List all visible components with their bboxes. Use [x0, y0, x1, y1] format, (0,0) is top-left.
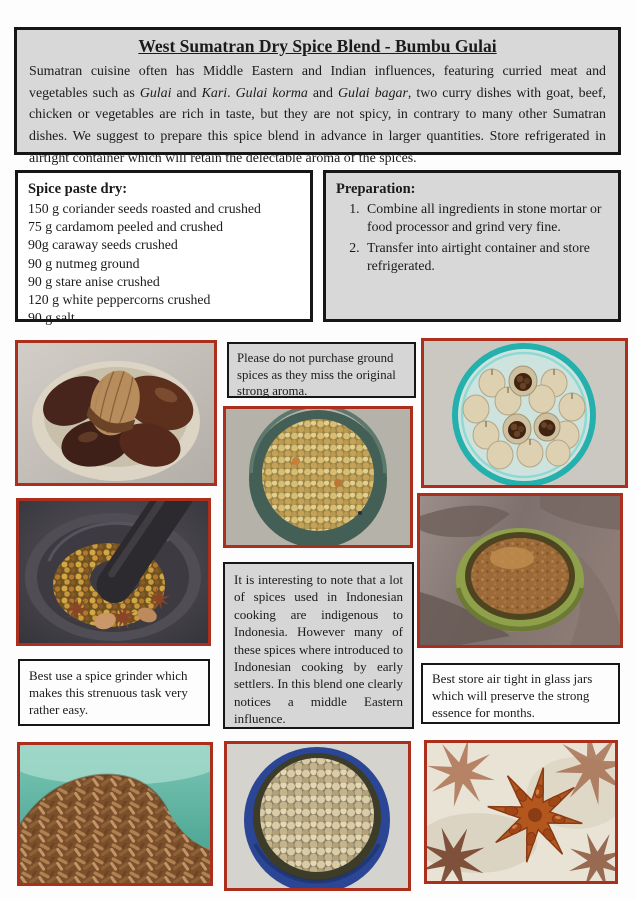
- note-grinder-text: Best use a spice grinder which makes this strenuous task very rather easy.: [29, 668, 188, 717]
- page-title: West Sumatran Dry Spice Blend - Bumbu Gulai: [138, 36, 497, 56]
- preparation-step: 2. Transfer into airtight container and store refrigerated.: [363, 239, 608, 275]
- ingredient-item: 150 g coriander seeds roasted and crushed: [28, 201, 261, 216]
- note-storage: [421, 663, 620, 724]
- cardamom-illustration: [424, 341, 625, 485]
- photo-white-peppercorns: [224, 741, 411, 891]
- photo-ground-spice: [417, 493, 623, 648]
- preparation-steps: [336, 200, 608, 275]
- intro-italic-gulai-korma: Gulai korma: [235, 85, 308, 101]
- intro-text: Sumatran cuisine often has Middle Eastern and Indian influences, featuring curried meat and vegetables such as: [29, 64, 606, 101]
- photo-coriander-seeds: [223, 406, 413, 548]
- intro-text: and: [171, 85, 202, 101]
- title-box: [14, 27, 621, 166]
- intro-text: .: [227, 85, 236, 101]
- ingredient-item: 90 g salt: [28, 310, 75, 326]
- intro-text: and: [307, 85, 338, 101]
- ingredient-item: 120 g white peppercorns crushed: [28, 292, 211, 308]
- note-history: [223, 562, 414, 729]
- preparation-step: 1. Combine all ingredients in stone mortar or food processor and grind very fine.: [363, 200, 608, 236]
- caraway-illustration: [20, 745, 210, 883]
- note-history-text: It is interesting to note that a lot of spices used in Indonesian cooking are indigenous to Indonesia. However many of these spices where introduced to Indonesian cooking by early settlers. In this blend one clearly notices a middle Eastern influence.: [234, 572, 403, 727]
- intro-italic-gulai-bagar: Gulai bagar: [338, 85, 408, 101]
- ingredient-item: 90g caraway seeds crushed: [28, 237, 178, 253]
- ingredients-box: [15, 170, 313, 326]
- photo-white-cardamom: [421, 338, 628, 488]
- photo-nutmeg-in-bowl: [15, 340, 217, 486]
- mortar-illustration: [19, 501, 208, 643]
- ingredients-list: [28, 200, 300, 327]
- peppercorns-illustration: [227, 744, 408, 888]
- preparation-box: [323, 170, 621, 322]
- intro-italic-gulai: Gulai: [139, 85, 172, 101]
- photo-star-anise: [424, 740, 618, 884]
- coriander-illustration: [226, 409, 410, 545]
- ingredient-item: 90 g stare anise crushed: [28, 273, 160, 289]
- ground-spice-illustration: [420, 496, 620, 645]
- intro-text: , two curry dishes with goat, beef, chicken or vegetables are rich in taste, but they are not spicy, in contrary to many other Sumatran dishes. We suggest to prepare this spice blend in advance in larger quantities. Store refrigerated in airtight container which will retain the delectable aroma of the spices.: [29, 85, 606, 166]
- note-ground-spices-text: Please do not purchase ground spices as they miss the original strong aroma.: [237, 351, 396, 399]
- photo-caraway-seeds: [17, 742, 213, 886]
- star-anise-illustration: [427, 743, 615, 881]
- intro-italic-kari: Kari: [201, 85, 228, 101]
- preparation-heading: Preparation:: [336, 181, 416, 197]
- ingredient-item: 90 g nutmeg ground: [28, 255, 140, 271]
- ingredients-heading: Spice paste dry:: [28, 181, 128, 197]
- photo-mortar-pestle: [16, 498, 211, 646]
- note-storage-text: Best store air tight in glass jars which will preserve the strong essence for months.: [432, 671, 593, 720]
- ingredient-item: 75 g cardamom peeled and crushed: [28, 219, 223, 235]
- nutmeg-illustration: [18, 343, 214, 483]
- note-ground-spices: [227, 342, 416, 398]
- note-grinder: [18, 659, 210, 726]
- intro-paragraph: [29, 61, 606, 169]
